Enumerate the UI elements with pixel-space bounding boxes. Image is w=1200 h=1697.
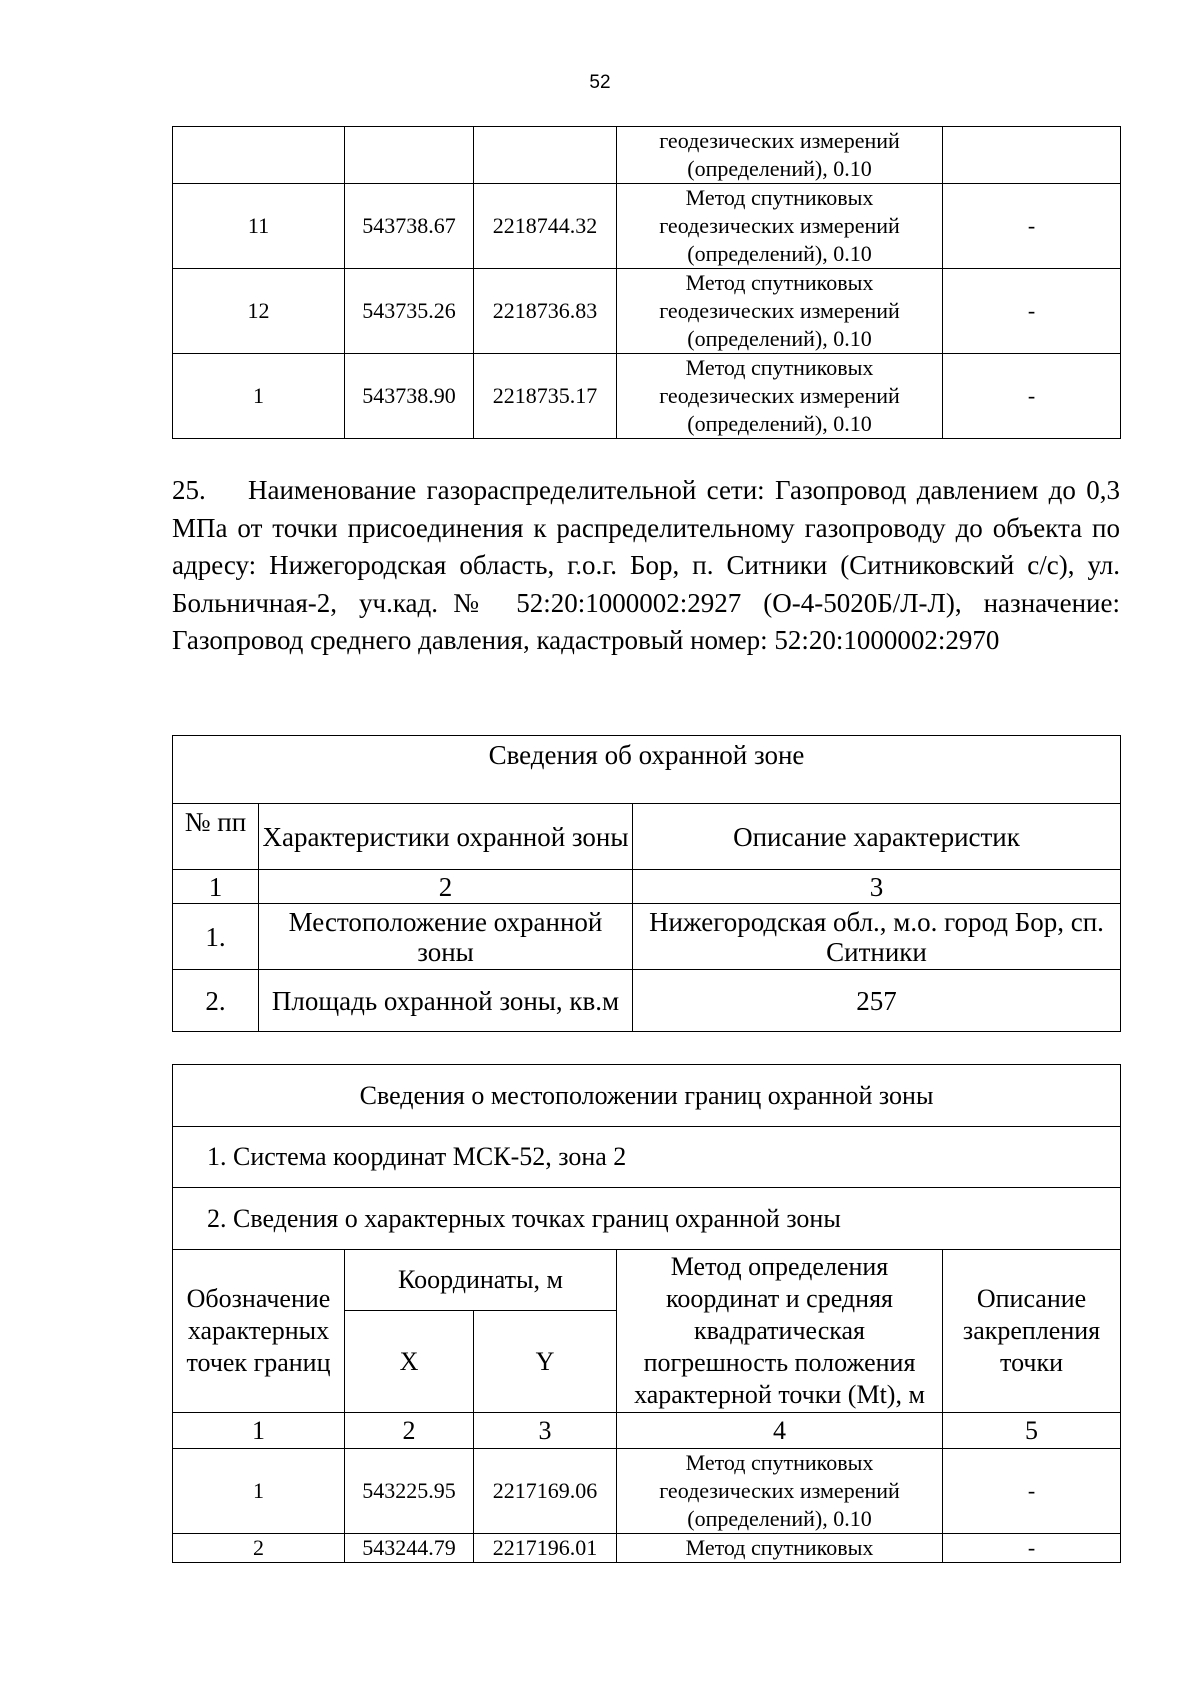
fixing-description: - [943, 269, 1121, 354]
coord-y: 2218736.83 [474, 269, 617, 354]
index-row [173, 870, 1121, 904]
method-cell: Метод спутниковых геодезических измерений (определений), 0.10 [617, 184, 943, 269]
fixing-description: - [943, 1449, 1121, 1534]
coord-x: 543244.79 [345, 1534, 474, 1563]
row-description: 257 [633, 970, 1121, 1032]
table-row [173, 354, 1121, 439]
header-y: Y [474, 1311, 617, 1413]
row-characteristic: Площадь охранной зоны, кв.м [259, 970, 633, 1032]
fixing-description: - [943, 354, 1121, 439]
table-title-row [173, 736, 1121, 804]
point-number: 2 [173, 1534, 345, 1563]
index-cell: 3 [474, 1413, 617, 1449]
table-title-row [173, 1065, 1121, 1127]
method-cell: Метод спутниковых геодезических измерений (определений), 0.10 [617, 354, 943, 439]
method-cell: Метод спутниковых [617, 1534, 943, 1563]
coord-y: 2218744.32 [474, 184, 617, 269]
coordinates-table-continued [172, 126, 1121, 439]
coord-y: 2217196.01 [474, 1534, 617, 1563]
table-title: Сведения о местоположении границ охранной зоны [173, 1065, 1121, 1127]
header-description: Описание характеристик [633, 804, 1121, 870]
coord-x: 543735.26 [345, 269, 474, 354]
coord-x: 543738.90 [345, 354, 474, 439]
row-description: Нижегородская обл., м.о. город Бор, сп. Ситники [633, 904, 1121, 970]
table-row [173, 1534, 1121, 1563]
coord-y [474, 127, 617, 184]
method-cell: Метод спутниковых геодезических измерений (определений), 0.10 [617, 269, 943, 354]
row-characteristic: Местоположение охранной зоны [259, 904, 633, 970]
paragraph-number: 25. [172, 475, 206, 505]
table-row [173, 269, 1121, 354]
coordinate-system: 1. Система координат МСК-52, зона 2 [173, 1127, 1121, 1188]
header-coordinates: Координаты, м [345, 1250, 617, 1311]
points-title: 2. Сведения о характерных точках границ охранной зоны [173, 1188, 1121, 1250]
row-num: 2. [173, 970, 259, 1032]
coord-y: 2217169.06 [474, 1449, 617, 1534]
table-row [173, 184, 1121, 269]
header-x: X [345, 1311, 474, 1413]
index-cell: 1 [173, 1413, 345, 1449]
index-cell: 3 [633, 870, 1121, 904]
header-fixing-description: Описание закрепления точки [943, 1250, 1121, 1413]
index-cell: 2 [259, 870, 633, 904]
index-cell: 5 [943, 1413, 1121, 1449]
header-characteristics: Характеристики охранной зоны [259, 804, 633, 870]
protection-zone-table [172, 735, 1121, 1032]
point-number: 1 [173, 1449, 345, 1534]
section-paragraph [172, 472, 1120, 660]
index-row [173, 1413, 1121, 1449]
point-number: 12 [173, 269, 345, 354]
table-row [173, 904, 1121, 970]
page-number: 52 [589, 72, 611, 93]
header-method: Метод определения координат и средняя квадратическая погрешность положения характерной точки (Mt), м [617, 1250, 943, 1413]
index-cell: 2 [345, 1413, 474, 1449]
point-number: 1 [173, 354, 345, 439]
coord-y: 2218735.17 [474, 354, 617, 439]
header-designation: Обозначение характерных точек границ [173, 1250, 345, 1413]
table-row [173, 970, 1121, 1032]
coord-x: 543738.67 [345, 184, 474, 269]
fixing-description: - [943, 1534, 1121, 1563]
header-num: № пп [173, 804, 259, 870]
boundary-points-table [172, 1064, 1121, 1563]
fixing-description [943, 127, 1121, 184]
coordinate-system-row [173, 1127, 1121, 1188]
fixing-description: - [943, 184, 1121, 269]
table-row [173, 1449, 1121, 1534]
points-title-row [173, 1188, 1121, 1250]
table-title: Сведения об охранной зоне [173, 736, 1121, 804]
coord-x: 543225.95 [345, 1449, 474, 1534]
table-header-row [173, 804, 1121, 870]
method-cell: геодезических измерений (определений), 0.10 [617, 127, 943, 184]
method-cell: Метод спутниковых геодезических измерений (определений), 0.10 [617, 1449, 943, 1534]
index-cell: 4 [617, 1413, 943, 1449]
paragraph-text: Наименование газораспределительной сети: Газопровод давлением до 0,3 МПа от точки присоединения к распределительному газопроводу до объекта по адресу: Нижегородская область, г.о.г. Бор, п. Ситники (Ситниковский с/с), ул. Больничная-2, уч.кад.№ 52:20:1000002:2927 (О-4-5020Б/Л-Л), назначение: Газопровод среднего давления, кадастровый номер: 52:20:1000002:2970 [172, 475, 1120, 655]
point-number: 11 [173, 184, 345, 269]
coord-x [345, 127, 474, 184]
point-number [173, 127, 345, 184]
index-cell: 1 [173, 870, 259, 904]
row-num: 1. [173, 904, 259, 970]
table-header-row [173, 1250, 1121, 1311]
table-row [173, 127, 1121, 184]
